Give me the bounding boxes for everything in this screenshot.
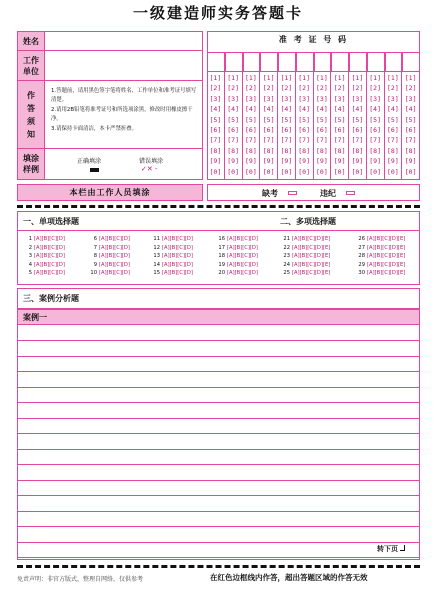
- question-options[interactable]: [A][B][C][D][E]: [292, 236, 331, 242]
- exam-id-bubble[interactable]: [6]: [280, 126, 293, 135]
- answer-line: [17, 418, 420, 419]
- exam-id-bubble[interactable]: [9]: [245, 157, 257, 166]
- exam-id-digit-box[interactable]: [243, 52, 261, 72]
- exam-id-bubble[interactable]: [6]: [351, 126, 364, 135]
- exam-id-bubble[interactable]: [8]: [316, 146, 328, 155]
- question-item[interactable]: [22, 235, 65, 244]
- answer-line: [17, 449, 420, 450]
- question-number: 29: [358, 261, 365, 268]
- exam-id-bubble[interactable]: [8]: [298, 146, 310, 155]
- exam-id-bubble[interactable]: [0]: [369, 167, 381, 176]
- question-options[interactable]: [A][B][C][D]: [162, 261, 193, 268]
- exam-id-digit-box[interactable]: [278, 52, 296, 72]
- answer-line: [17, 433, 420, 434]
- question-number: 12: [153, 244, 160, 251]
- exam-id-bubble[interactable]: [8]: [209, 146, 222, 155]
- exam-id-bubble[interactable]: [6]: [262, 126, 275, 135]
- exam-id-digit-box[interactable]: [225, 52, 243, 72]
- exam-id-bubble[interactable]: [5]: [280, 115, 293, 124]
- exam-id-bubble[interactable]: [2]: [298, 84, 310, 93]
- exam-id-bubble[interactable]: [8]: [262, 146, 275, 155]
- exam-id-bubble[interactable]: [2]: [227, 84, 239, 93]
- question-item[interactable]: [150, 269, 193, 278]
- question-item[interactable]: [215, 252, 258, 261]
- correct-fill-mark: [90, 168, 99, 172]
- answer-line: [17, 511, 420, 512]
- work-unit-field[interactable]: [45, 51, 203, 81]
- exam-id-bubble[interactable]: [7]: [280, 136, 293, 145]
- question-item[interactable]: [22, 269, 65, 278]
- exam-id-bubble[interactable]: [3]: [404, 94, 417, 103]
- exam-id-bubble[interactable]: [0]: [298, 167, 310, 176]
- question-options[interactable]: [A][B][C][D]: [162, 244, 193, 251]
- exam-id-bubble[interactable]: [6]: [404, 126, 417, 135]
- exam-id-bubble[interactable]: [3]: [387, 94, 399, 103]
- exam-id-bubble[interactable]: [1]: [245, 74, 257, 82]
- exam-id-bubble[interactable]: [0]: [280, 167, 293, 176]
- answer-line: [17, 495, 420, 496]
- exam-id-bubble[interactable]: [4]: [209, 105, 222, 114]
- question-item[interactable]: [215, 244, 258, 253]
- exam-id-bubble[interactable]: [4]: [369, 105, 381, 114]
- question-column: [150, 235, 193, 278]
- exam-id-column[interactable]: [260, 72, 278, 180]
- exam-id-column[interactable]: [314, 72, 332, 180]
- exam-id-bubble[interactable]: [1]: [227, 74, 239, 82]
- exam-id-bubble[interactable]: [2]: [369, 84, 381, 93]
- exam-id-bubble[interactable]: [1]: [351, 74, 364, 82]
- notice-item: 3.请保持卡面清洁，本卡严禁折叠。: [51, 126, 138, 133]
- exam-id-bubble[interactable]: [4]: [404, 105, 417, 114]
- exam-id-title: 准 考 证 号 码: [278, 34, 349, 44]
- question-options[interactable]: [A][B][C][D]: [162, 270, 193, 277]
- exam-id-bubble[interactable]: [8]: [333, 146, 346, 155]
- exam-id-bubble[interactable]: [9]: [333, 157, 346, 166]
- question-number: 19: [218, 261, 225, 268]
- staff-fill-label: 本栏由工作人员填涂: [69, 187, 151, 197]
- exam-id-bubble[interactable]: [1]: [298, 74, 310, 82]
- exam-id-bubble[interactable]: [8]: [227, 146, 239, 155]
- question-item[interactable]: [87, 261, 130, 270]
- exam-id-bubble[interactable]: [0]: [404, 167, 417, 176]
- question-number: 22: [283, 244, 290, 251]
- exam-id-bubble[interactable]: [7]: [404, 136, 417, 145]
- exam-id-bubble[interactable]: [7]: [227, 136, 239, 145]
- notice-box: [45, 81, 203, 149]
- question-options[interactable]: [A][B][C][D][E]: [367, 236, 406, 242]
- exam-id-bubble[interactable]: [8]: [245, 146, 257, 155]
- exam-id-bubble[interactable]: [1]: [316, 74, 328, 82]
- question-options[interactable]: [A][B][C][D]: [227, 270, 258, 277]
- answer-line: [17, 387, 420, 388]
- exam-id-bubble[interactable]: [5]: [209, 115, 222, 124]
- absent-checkbox[interactable]: [288, 191, 297, 195]
- exam-id-bubble[interactable]: [0]: [262, 167, 275, 176]
- question-column: [22, 235, 65, 278]
- exam-id-digit-box[interactable]: [385, 52, 403, 72]
- case-title-bar: [17, 309, 420, 325]
- exam-id-bubble[interactable]: [7]: [333, 136, 346, 145]
- question-item[interactable]: [87, 244, 130, 253]
- question-item[interactable]: [280, 244, 330, 253]
- exam-id-bubble[interactable]: [7]: [387, 136, 399, 145]
- exam-id-bubble[interactable]: [6]: [387, 126, 399, 135]
- exam-id-bubble[interactable]: [9]: [369, 157, 381, 166]
- question-number: 6: [93, 236, 97, 242]
- name-field[interactable]: [45, 31, 203, 51]
- exam-id-bubble[interactable]: [9]: [227, 157, 239, 166]
- question-options[interactable]: [A][B][C][D]: [162, 253, 193, 260]
- next-page-text: 转下页: [377, 545, 398, 553]
- answer-line: [17, 480, 420, 481]
- question-options[interactable]: [A][B][C][D]: [227, 253, 258, 260]
- exam-id-bubble[interactable]: [4]: [351, 105, 364, 114]
- question-item[interactable]: [355, 261, 405, 270]
- exam-id-bubble[interactable]: [0]: [209, 167, 222, 176]
- exam-id-column[interactable]: [331, 72, 349, 180]
- exam-id-bubble[interactable]: [0]: [351, 167, 364, 176]
- question-item[interactable]: [87, 235, 130, 244]
- question-item[interactable]: [150, 261, 193, 270]
- question-item[interactable]: [355, 235, 405, 244]
- question-item[interactable]: [280, 252, 330, 261]
- answer-line: [17, 340, 420, 341]
- question-number: 24: [283, 261, 290, 268]
- question-item[interactable]: [22, 252, 65, 261]
- exam-id-digit-box[interactable]: [260, 52, 278, 72]
- question-options[interactable]: [A][B][C][D]: [34, 244, 65, 251]
- exam-id-bubble[interactable]: [1]: [369, 74, 381, 82]
- violation-label: 违纪: [320, 188, 336, 198]
- question-item[interactable]: [87, 252, 130, 261]
- exam-id-bubble[interactable]: [7]: [369, 136, 381, 145]
- section-multi-title: 二、多项选择题: [280, 216, 336, 226]
- question-number: 2: [28, 244, 32, 251]
- question-number: 23: [283, 253, 290, 260]
- question-number: 30: [358, 270, 365, 277]
- exam-id-bubble[interactable]: [1]: [280, 74, 293, 82]
- exam-id-bubble[interactable]: [1]: [262, 74, 275, 82]
- question-number: 15: [153, 270, 160, 277]
- exam-id-bubble[interactable]: [8]: [404, 146, 417, 155]
- exam-id-bubble[interactable]: [3]: [262, 94, 275, 103]
- question-options[interactable]: [A][B][C][D]: [99, 270, 130, 277]
- question-item[interactable]: [355, 252, 405, 261]
- question-number: 16: [218, 236, 225, 242]
- question-number: 14: [153, 261, 160, 268]
- question-item[interactable]: [215, 269, 258, 278]
- absent-label: 缺考: [262, 188, 278, 198]
- corner-mark-icon: [400, 545, 405, 551]
- exam-id-bubble[interactable]: [2]: [316, 84, 328, 93]
- work-unit-label: 工作单位: [17, 51, 45, 81]
- question-column: [280, 235, 330, 278]
- exam-id-bubble[interactable]: [2]: [245, 84, 257, 93]
- exam-id-column[interactable]: [207, 72, 225, 180]
- question-item[interactable]: [150, 244, 193, 253]
- answer-line: [17, 371, 420, 372]
- exam-id-column[interactable]: [296, 72, 314, 180]
- exam-id-bubble[interactable]: [9]: [262, 157, 275, 166]
- exam-id-bubble[interactable]: [2]: [351, 84, 364, 93]
- exam-id-bubble[interactable]: [4]: [316, 105, 328, 114]
- exam-id-bubble[interactable]: [7]: [262, 136, 275, 145]
- exam-id-bubble[interactable]: [3]: [209, 94, 222, 103]
- wrong-fill-label: 错误填涂: [139, 158, 164, 165]
- exam-id-bubble[interactable]: [9]: [351, 157, 364, 166]
- exam-id-bubble[interactable]: [7]: [351, 136, 364, 145]
- exam-id-bubble[interactable]: [2]: [333, 84, 346, 93]
- exam-id-bubble[interactable]: [8]: [387, 146, 399, 155]
- exam-id-digit-box[interactable]: [402, 52, 420, 72]
- question-item[interactable]: [280, 269, 330, 278]
- exam-id-bubble[interactable]: [4]: [245, 105, 257, 114]
- exam-id-bubble[interactable]: [4]: [387, 105, 399, 114]
- exam-id-bubble[interactable]: [0]: [245, 167, 257, 176]
- exam-id-column[interactable]: [385, 72, 403, 180]
- exam-id-bubble[interactable]: [9]: [404, 157, 417, 166]
- exam-id-bubble[interactable]: [3]: [369, 94, 381, 103]
- correct-fill-label: 正确填涂: [77, 158, 102, 165]
- exam-id-bubble[interactable]: [1]: [333, 74, 346, 82]
- exam-id-bubble[interactable]: [0]: [333, 167, 346, 176]
- question-options[interactable]: [A][B][C][D][E]: [292, 244, 331, 251]
- question-column: [355, 235, 405, 278]
- exam-id-bubble[interactable]: [1]: [404, 74, 417, 82]
- question-item[interactable]: [22, 244, 65, 253]
- exam-id-bubble[interactable]: [0]: [227, 167, 239, 176]
- name-label: 姓名: [17, 31, 45, 51]
- exam-id-bubble[interactable]: [6]: [209, 126, 222, 135]
- exam-id-digit-box[interactable]: [314, 52, 332, 72]
- exam-id-bubble[interactable]: [7]: [298, 136, 310, 145]
- question-item[interactable]: [280, 261, 330, 270]
- bottom-separator: [17, 565, 420, 568]
- case-answer-area[interactable]: [17, 309, 420, 560]
- exam-id-bubble[interactable]: [5]: [351, 115, 364, 124]
- exam-id-bubble[interactable]: [4]: [227, 105, 239, 114]
- exam-id-bubble[interactable]: [4]: [298, 105, 310, 114]
- question-options[interactable]: [A][B][C][D]: [34, 253, 65, 260]
- wrong-fill-marks: ✓✕ -: [141, 165, 158, 173]
- exam-id-bubble[interactable]: [3]: [280, 94, 293, 103]
- exam-id-bubble[interactable]: [6]: [333, 126, 346, 135]
- exam-id-bubble[interactable]: [0]: [316, 167, 328, 176]
- question-number: 25: [283, 270, 290, 277]
- exam-id-bubble[interactable]: [9]: [209, 157, 222, 166]
- question-options[interactable]: [A][B][C][D]: [227, 261, 258, 268]
- exam-id-bubble[interactable]: [6]: [245, 126, 257, 135]
- exam-id-digit-box[interactable]: [367, 52, 385, 72]
- exam-id-bubble[interactable]: [5]: [262, 115, 275, 124]
- question-number: 3: [28, 253, 32, 260]
- exam-id-column[interactable]: [243, 72, 261, 180]
- question-options[interactable]: [A][B][C][D]: [162, 236, 193, 242]
- exam-id-bubble[interactable]: [5]: [227, 115, 239, 124]
- exam-id-digit-box[interactable]: [349, 52, 367, 72]
- answer-line: [17, 402, 420, 403]
- example-box: [45, 149, 203, 180]
- answer-line: [17, 526, 420, 527]
- question-options[interactable]: [A][B][C][D][E]: [292, 270, 331, 277]
- question-options[interactable]: [A][B][C][D]: [99, 236, 130, 242]
- choice-divider: [17, 230, 420, 231]
- exam-id-bubble[interactable]: [5]: [298, 115, 310, 124]
- exam-id-bubble[interactable]: [8]: [369, 146, 381, 155]
- question-item[interactable]: [87, 269, 130, 278]
- question-number: 4: [28, 261, 32, 268]
- question-options[interactable]: [A][B][C][D][E]: [367, 253, 406, 260]
- question-options[interactable]: [A][B][C][D][E]: [367, 270, 406, 277]
- exam-id-bubble[interactable]: [3]: [245, 94, 257, 103]
- exam-id-column[interactable]: [225, 72, 243, 180]
- exam-id-bubble[interactable]: [9]: [387, 157, 399, 166]
- exam-id-bubble[interactable]: [5]: [333, 115, 346, 124]
- question-number: 18: [218, 253, 225, 260]
- question-item[interactable]: [150, 252, 193, 261]
- exam-id-bubble[interactable]: [2]: [387, 84, 399, 93]
- exam-id-bubble[interactable]: [5]: [404, 115, 417, 124]
- question-options[interactable]: [A][B][C][D]: [34, 236, 65, 242]
- question-options[interactable]: [A][B][C][D][E]: [292, 253, 331, 260]
- exam-id-bubble[interactable]: [4]: [333, 105, 346, 114]
- exam-id-bubble[interactable]: [3]: [351, 94, 364, 103]
- exam-id-bubble[interactable]: [2]: [280, 84, 293, 93]
- exam-id-bubble[interactable]: [5]: [245, 115, 257, 124]
- violation-checkbox[interactable]: [346, 191, 355, 195]
- status-bar: [207, 184, 420, 201]
- question-options[interactable]: [A][B][C][D]: [99, 253, 130, 260]
- exam-id-bubble[interactable]: [4]: [280, 105, 293, 114]
- notice-item: 2.请用2B铅笔将准考证号和所选项涂黑，修改时用橡皮擦干净。: [51, 107, 193, 122]
- exam-id-bubble[interactable]: [5]: [316, 115, 328, 124]
- exam-id-bubble[interactable]: [2]: [209, 84, 222, 93]
- question-options[interactable]: [A][B][C][D]: [99, 261, 130, 268]
- exam-id-digit-box[interactable]: [207, 52, 225, 72]
- exam-id-column[interactable]: [349, 72, 367, 180]
- question-options[interactable]: [A][B][C][D]: [227, 236, 258, 242]
- exam-id-bubble[interactable]: [8]: [351, 146, 364, 155]
- exam-id-column[interactable]: [367, 72, 385, 180]
- question-options[interactable]: [A][B][C][D]: [34, 261, 65, 268]
- question-number: 20: [218, 270, 225, 277]
- question-number: 26: [358, 236, 365, 242]
- exam-id-bubble[interactable]: [6]: [227, 126, 239, 135]
- question-number: 8: [93, 253, 97, 260]
- question-number: 7: [93, 244, 97, 251]
- case-title: 案例一: [23, 312, 47, 322]
- exam-id-bubble[interactable]: [1]: [387, 74, 399, 82]
- section-single-title: 一、单项选择题: [23, 216, 79, 226]
- exam-id-column[interactable]: [402, 72, 420, 180]
- next-page-label: [377, 544, 405, 554]
- exam-id-bubble[interactable]: [3]: [298, 94, 310, 103]
- exam-id-bubble[interactable]: [0]: [387, 167, 399, 176]
- question-number: 1: [28, 236, 32, 242]
- section-case-title: 三、案例分析题: [23, 293, 79, 303]
- exam-id-bubble[interactable]: [8]: [280, 146, 293, 155]
- exam-id-bubble[interactable]: [3]: [227, 94, 239, 103]
- answer-line: [17, 464, 420, 465]
- question-column: [87, 235, 130, 278]
- exam-id-bubble[interactable]: [6]: [298, 126, 310, 135]
- exam-id-bubble[interactable]: [3]: [316, 94, 328, 103]
- question-options[interactable]: [A][B][C][D][E]: [367, 244, 406, 251]
- exam-id-bubble[interactable]: [4]: [262, 105, 275, 114]
- question-number: 27: [358, 244, 365, 251]
- answer-line: [17, 356, 420, 357]
- exam-id-bubble[interactable]: [9]: [280, 157, 293, 166]
- exam-id-bubble[interactable]: [5]: [369, 115, 381, 124]
- question-options[interactable]: [A][B][C][D][E]: [367, 261, 406, 268]
- exam-id-bubble[interactable]: [1]: [209, 74, 222, 82]
- question-number: 28: [358, 253, 365, 260]
- question-item[interactable]: [215, 235, 258, 244]
- question-options[interactable]: [A][B][C][D]: [34, 270, 65, 277]
- question-item[interactable]: [355, 244, 405, 253]
- answer-line: [17, 557, 420, 558]
- example-label: 填涂样例: [17, 149, 45, 180]
- exam-id-digit-box[interactable]: [296, 52, 314, 72]
- question-options[interactable]: [A][B][C][D][E]: [292, 261, 331, 268]
- exam-id-bubble[interactable]: [6]: [316, 126, 328, 135]
- question-options[interactable]: [A][B][C][D]: [227, 244, 258, 251]
- notice-item: 1.答题前，请用黑色签字笔将姓名、工作单位和准考证号填写清楚。: [51, 88, 197, 103]
- exam-id-bubble[interactable]: [5]: [387, 115, 399, 124]
- question-number: 11: [153, 236, 160, 242]
- disclaimer: 免责声明：非官方版式，整理自网络，仅供参考: [17, 576, 144, 583]
- question-item[interactable]: [355, 269, 405, 278]
- question-item[interactable]: [150, 235, 193, 244]
- exam-id-bubble[interactable]: [7]: [209, 136, 222, 145]
- question-column: [215, 235, 258, 278]
- question-item[interactable]: [215, 261, 258, 270]
- exam-id-bubble[interactable]: [2]: [404, 84, 417, 93]
- question-number: 5: [28, 270, 32, 277]
- exam-id-bubble[interactable]: [7]: [316, 136, 328, 145]
- answer-line: [17, 542, 420, 543]
- question-number: 9: [93, 261, 97, 268]
- exam-id-bubble[interactable]: [7]: [245, 136, 257, 145]
- question-options[interactable]: [A][B][C][D]: [99, 244, 130, 251]
- exam-id-column[interactable]: [278, 72, 296, 180]
- page-title: 一级建造师实务答题卡: [132, 4, 303, 22]
- question-number: 21: [283, 236, 290, 242]
- exam-id-bubble[interactable]: [9]: [316, 157, 328, 166]
- question-item[interactable]: [22, 261, 65, 270]
- question-number: 13: [153, 253, 160, 260]
- exam-id-bubble[interactable]: [6]: [369, 126, 381, 135]
- question-number: 17: [218, 244, 225, 251]
- question-number: 10: [90, 270, 97, 277]
- notice-label: 作答须知: [17, 81, 45, 149]
- separator: [17, 205, 420, 208]
- exam-id-bubble[interactable]: [9]: [298, 157, 310, 166]
- exam-id-bubble[interactable]: [2]: [262, 84, 275, 93]
- footer-warning: 在红色边框线内作答，超出答题区域的作答无效: [210, 573, 368, 582]
- exam-id-digit-box[interactable]: [331, 52, 349, 72]
- question-item[interactable]: [280, 235, 330, 244]
- exam-id-bubble[interactable]: [3]: [333, 94, 346, 103]
